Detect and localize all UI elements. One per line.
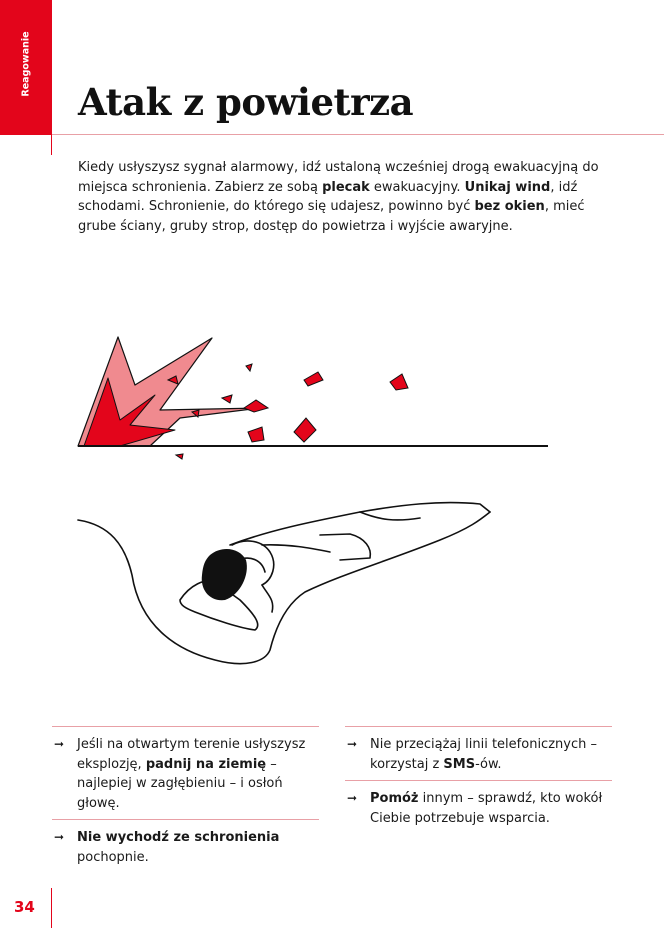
header-rule	[52, 134, 664, 135]
tip-item: ➞ Nie wychodź ze schronienia pochopnie.	[52, 819, 319, 873]
arrow-icon: ➞	[54, 830, 65, 844]
person-lying-figure	[78, 503, 490, 664]
arrow-icon: ➞	[347, 737, 358, 751]
side-divider-top	[51, 135, 52, 155]
illustration	[70, 330, 560, 690]
page-number: 34	[14, 898, 35, 916]
section-label: Reagowanie	[20, 31, 32, 97]
person-hair	[202, 549, 247, 600]
section-tab	[0, 0, 52, 135]
tip-item: ➞ Nie przeciążaj linii telefonicznych – korzystaj z SMS-ów.	[345, 726, 612, 780]
tip-item: ➞ Jeśli na otwartym terenie usłyszysz eksplozję, padnij na ziemię – najlepiej w zagłębieniu – i osłoń głowę.	[52, 726, 319, 819]
arrow-icon: ➞	[347, 791, 358, 805]
side-divider-bottom	[51, 888, 52, 928]
page-title: Atak z powietrza	[78, 80, 414, 124]
tips-left-column	[52, 726, 319, 873]
arrow-icon: ➞	[54, 737, 65, 751]
explosion-graphic	[78, 337, 408, 459]
intro-paragraph: Kiedy usłyszysz sygnał alarmowy, idź ustaloną wcześniej drogą ewakuacyjną do miejsca schronienia. Zabierz ze sobą plecak ewakuacyjny. Unikaj wind, idź schodami. Schronienie, do którego się udajesz, powinno być bez okien, mieć grube ściany, gruby strop, dostęp do powietrza i wyjście awaryjne.	[78, 160, 599, 234]
tips-right-column	[345, 726, 612, 834]
tip-item: ➞ Pomóż innym – sprawdź, kto wokół Ciebie potrzebuje wsparcia.	[345, 780, 612, 834]
